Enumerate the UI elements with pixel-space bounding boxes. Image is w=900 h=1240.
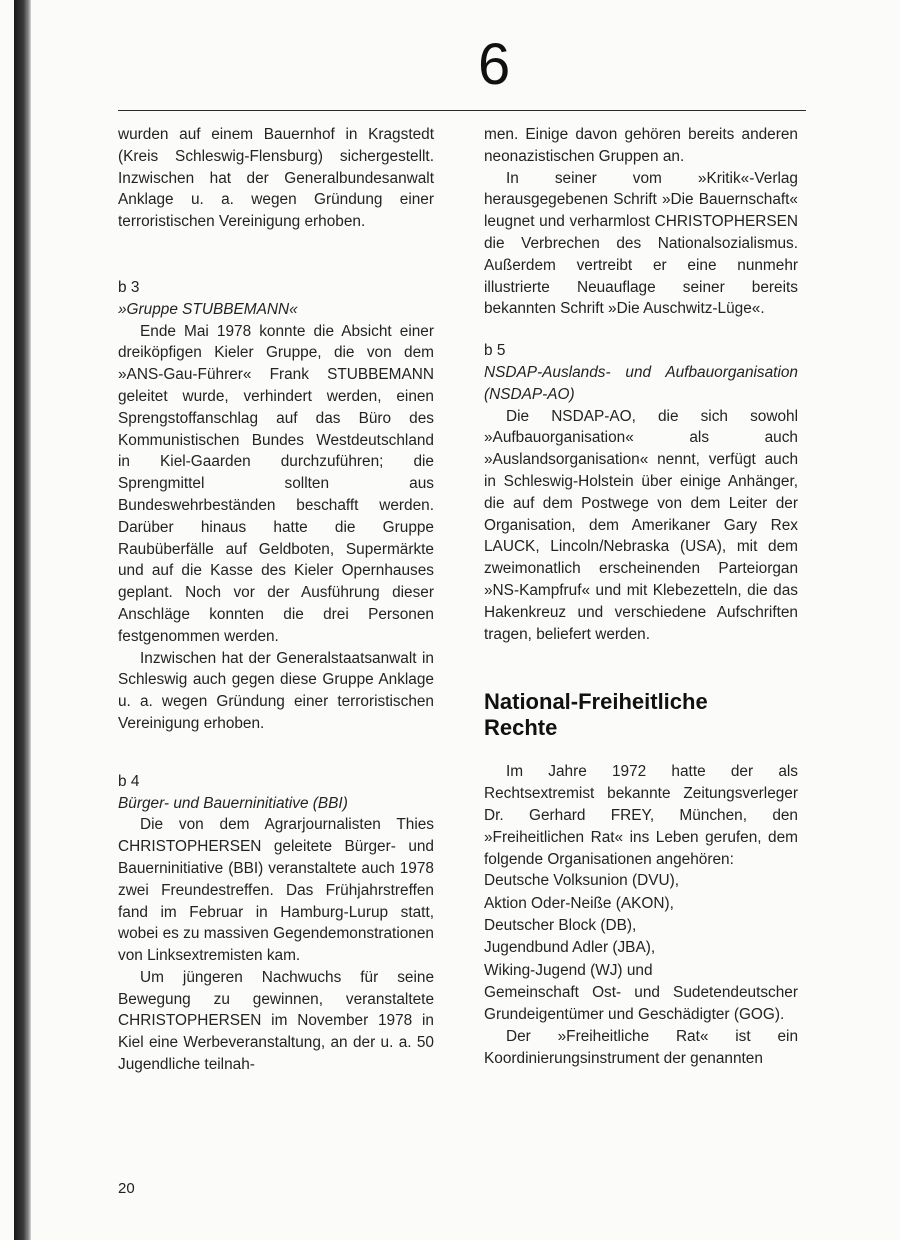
section-b4-paragraph: Die von dem Agrarjournalisten Thies CHRISTOPHERSEN geleitete Bürger- und Bauerninitiative (BBI) veranstaltete auch 1978 zwei Freundestreffen. Das Frühjahrstreffen fand im Februar in Hamburg-Lurup statt, wobei es zu massiven Gegendemonstrationen von Linksextremisten kam. xyxy=(118,816,434,965)
section-b5-label: b 5 xyxy=(484,342,506,360)
section-heading-line2: Rechte xyxy=(484,715,558,741)
right-continuation-text: men. Einige davon gehören bereits anderen neonazistischen Gruppen an. xyxy=(484,126,798,165)
national-freiheitliche-paragraph: Im Jahre 1972 hatte der als Rechtsextremist bekannte Zeitungsverleger Dr. Gerhard FREY, München, den »Freiheitlichen Rat« ins Leben gerufen, dem folgende Organisationen angehören: xyxy=(484,763,798,868)
national-freiheitliche-paragraph: Der »Freiheitliche Rat« ist ein Koordinierungsinstrument der genannten xyxy=(484,1028,798,1068)
section-b4-paragraph: Um jüngeren Nachwuchs für seine Bewegung zu gewinnen, veranstaltete CHRISTOPHERSEN im November 1978 in Kiel eine Werbeveranstaltung, an der u. a. 50 Jugendliche teilnah- xyxy=(118,968,434,1074)
section-b5-paragraph: Die NSDAP-AO, die sich sowohl »Aufbauorganisation« als auch »Auslandsorganisation« nennt, verfügt auch in Schleswig-Holstein über einige Anhänger, die auf dem Postwege von dem Leiter der Organisation, dem Amerikaner Gary Rex LAUCK, Lincoln/Nebraska (USA), mit dem zweimonatlich erscheinenden Parteiorgan »NS-Kampfruf« und mit Klebezetteln, die das Hakenkreuz und verschiedene Aufschriften tragen, beliefert werden. xyxy=(484,407,798,643)
section-b4-label: b 4 xyxy=(118,772,140,790)
organisation-list xyxy=(484,870,798,1026)
section-b3-title: »Gruppe STUBBEMANN« xyxy=(118,300,298,318)
section-b5-title: NSDAP-Auslands- und Aufbauorganisation (NSDAP-AO) xyxy=(484,363,798,403)
organisation-list-item: Gemeinschaft Ost- und Sudetendeutscher Grundeigentümer und Geschädigter (GOG). xyxy=(484,983,798,1024)
right-column xyxy=(484,124,798,1070)
organisation-list-item: Deutscher Block (DB), xyxy=(484,916,637,934)
section-b3-label: b 3 xyxy=(118,278,140,296)
left-continuation-text: wurden auf einem Bauernhof in Kragstedt (Kreis Schleswig-Flensburg) sichergestellt. Inzwischen hat der Generalbundesanwalt Anklage u. a. wegen Gründung einer terroristischen Vereinigung erhoben. xyxy=(118,126,434,231)
section-b3-paragraph: Ende Mai 1978 konnte die Absicht einer dreiköpfigen Kieler Gruppe, die von dem »ANS-Gau-Führer« Frank STUBBEMANN geleitet wurde, verhindert werden, einen Sprengstoffanschlag auf das Büro des Kommunistischen Bundes Westdeutschland in Kiel-Gaarden durchzuführen; die Sprengmittel sollten aus Bundeswehrbeständen beschafft werden. Darüber hinaus hatte die Gruppe Raubüberfälle auf Geldboten, Supermärkte und auf die Kasse des Kieler Opernhauses geplant. Noch vor der Ausführung dieser Anschläge konnten die drei Personen festgenommen werden. xyxy=(118,322,434,645)
section-heading xyxy=(484,689,798,741)
section-heading-line1: National-Freiheitliche xyxy=(484,689,708,715)
page-binding-edge xyxy=(14,0,31,1240)
section-b3-paragraph: Inzwischen hat der Generalstaatsanwalt in Schleswig auch gegen diese Gruppe Anklage u. a. wegen Gründung einer terroristischen Vereinigung erhoben. xyxy=(118,649,434,732)
organisation-list-item: Jugendbund Adler (JBA), xyxy=(484,939,656,957)
section-b4-title: Bürger- und Bauerninitiative (BBI) xyxy=(118,794,348,812)
header-rule xyxy=(118,110,806,111)
chapter-number: 6 xyxy=(478,32,511,97)
kritik-paragraph: In seiner vom »Kritik«-Verlag herausgegebenen Schrift »Die Bauernschaft« leugnet und verharmlost CHRISTOPHERSEN die Verbrechen des Nationalsozialismus. Außerdem vertreibt er eine nunmehr illustrierte Neuauflage seiner bereits bekannten Schrift »Die Auschwitz-Lüge«. xyxy=(484,169,798,318)
page-number: 20 xyxy=(118,1180,135,1197)
organisation-list-item: Deutsche Volksunion (DVU), xyxy=(484,872,680,890)
left-column xyxy=(118,124,434,1076)
organisation-list-item: Aktion Oder-Neiße (AKON), xyxy=(484,894,674,912)
organisation-list-item: Wiking-Jugend (WJ) und xyxy=(484,961,653,979)
